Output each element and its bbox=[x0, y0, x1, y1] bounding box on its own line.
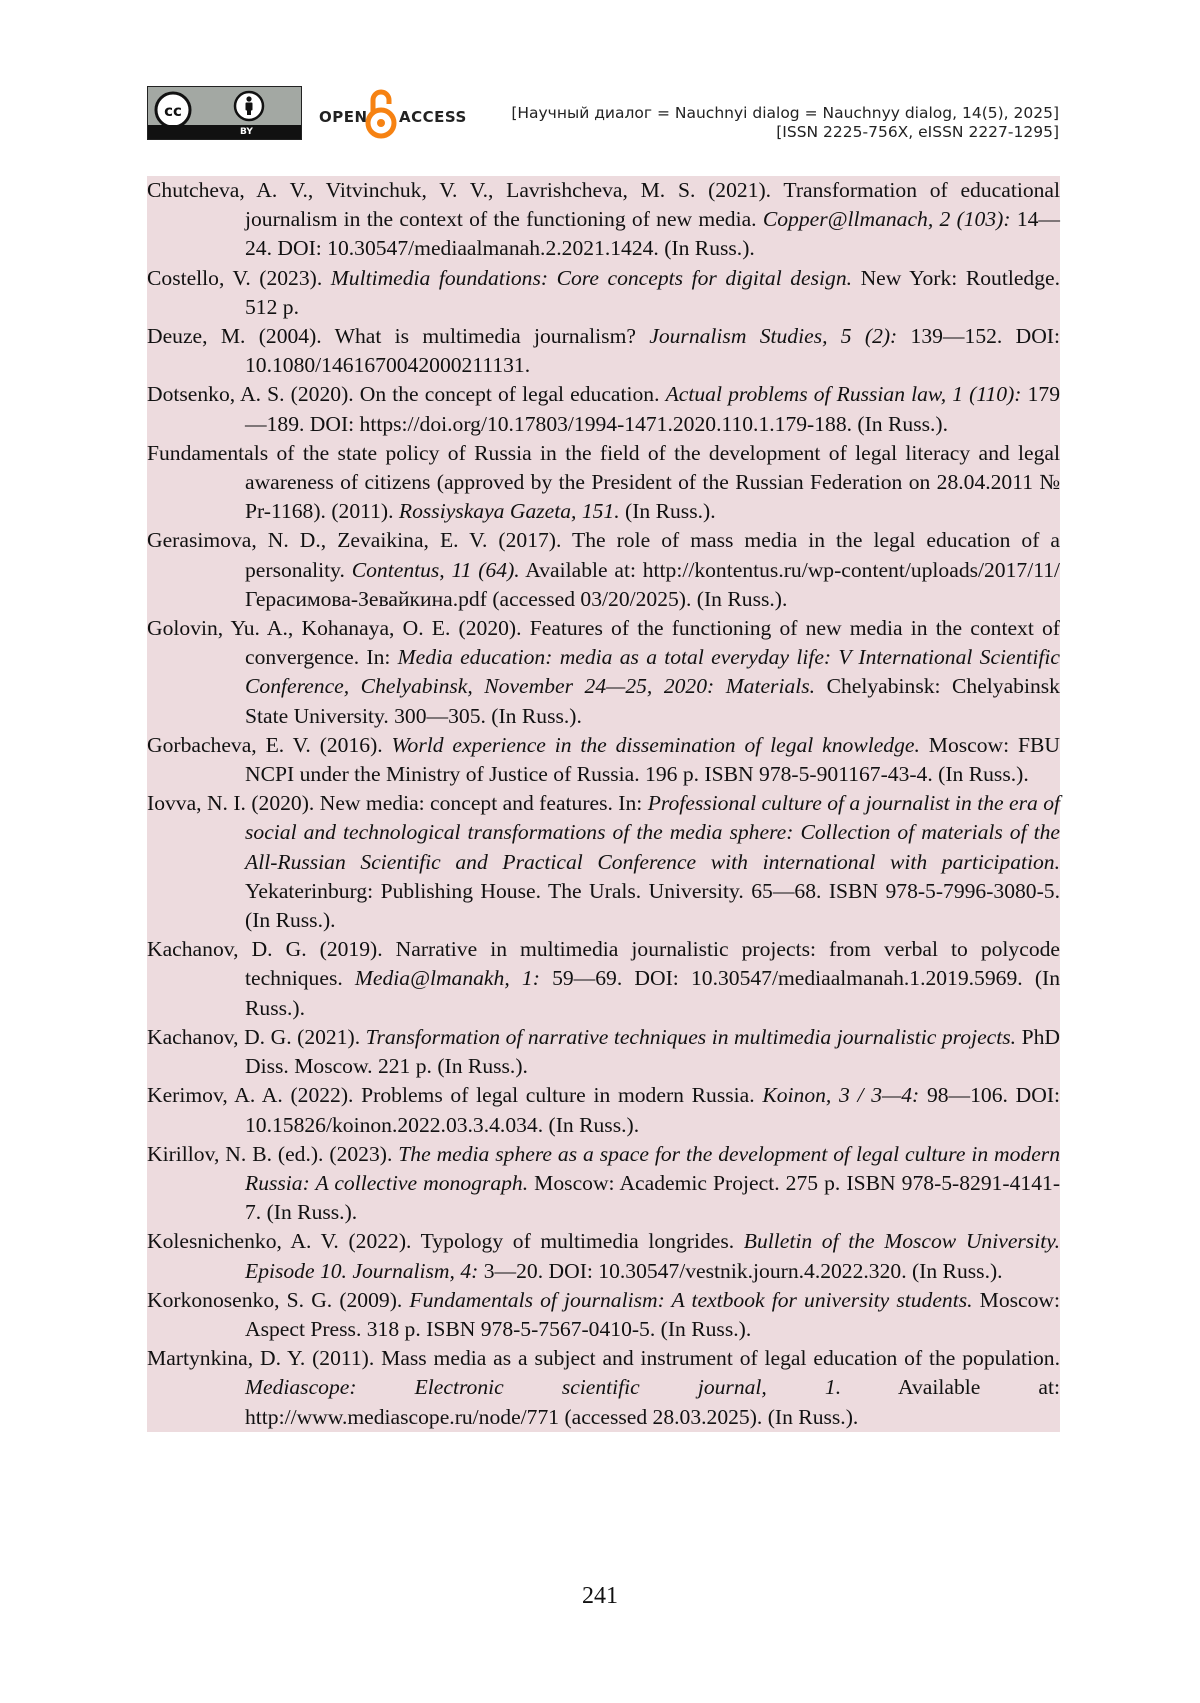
reference-source: Multimedia foundations: Core concepts for digital design. bbox=[330, 265, 853, 290]
open-access-lock-icon bbox=[364, 86, 398, 142]
reference-text: Golovin, Yu. A., Kohanaya, O. E. (2020). Features of the functioning of new media in the context of convergence. In: bbox=[147, 616, 1060, 670]
reference-source: Fundamentals of journalism: A textbook for university students. bbox=[409, 1287, 973, 1312]
reference-source: Media education: media as a total everyday life: V International Scientific Conference, Chelyabinsk, November 24—25, 2020: Materials. bbox=[245, 645, 1060, 699]
reference-source: Copper@llmanach, 2 (103): bbox=[762, 207, 1011, 232]
creative-commons-icon bbox=[154, 91, 192, 129]
cc-by-license-badge[interactable] bbox=[147, 86, 302, 140]
reference-details: Moscow: Aspect Press. 318 p. ISBN 978-5-7567-0410-5. (In Russ.). bbox=[245, 1287, 1060, 1341]
reference-entry bbox=[147, 1344, 1060, 1432]
reference-details: Yekaterinburg: Publishing House. The Urals. University. 65—68. ISBN 978-5-7996-3080-5. (In Russ.). bbox=[245, 878, 1060, 933]
reference-details: (In Russ.). bbox=[619, 499, 716, 524]
reference-entry bbox=[147, 526, 1060, 614]
reference-details: 14—24. DOI: 10.30547/mediaalmanah.2.2021.1424. (In Russ.). bbox=[245, 207, 1061, 261]
journal-citation: [Научный диалог = Nauchnyi dialog = Nauchnyy dialog, 14(5), 2025] bbox=[511, 104, 1059, 122]
reference-source: Koinon, 3 / 3—4: bbox=[762, 1083, 920, 1108]
reference-details: 179—189. DOI: https://doi.org/10.17803/1994-1471.2020.110.1.179-188. (In Russ.). bbox=[245, 382, 1060, 436]
reference-entry bbox=[147, 380, 1060, 438]
reference-text: Deuze, M. (2004). What is multimedia journalism? bbox=[147, 324, 650, 349]
reference-entry bbox=[147, 176, 1060, 264]
reference-source: Professional culture of a journalist in the era of social and technological transformations of the media sphere: Collection of materials of the All-Russian Scientific and Practical Conference with international with participation. bbox=[245, 791, 1060, 874]
journal-issn: [ISSN 2225-756X, eISSN 2227-1295] bbox=[776, 123, 1059, 141]
reference-entry bbox=[147, 1227, 1060, 1285]
reference-text: Dotsenko, A. S. (2020). On the concept of legal education. bbox=[147, 382, 666, 407]
attribution-icon bbox=[233, 90, 265, 122]
reference-details: PhD Diss. Moscow. 221 p. (In Russ.). bbox=[245, 1024, 1060, 1079]
access-label: ACCESS bbox=[399, 108, 467, 126]
reference-text: Costello, V. (2023). bbox=[147, 265, 331, 290]
reference-details: 59—69. DOI: 10.30547/mediaalmanah.1.2019.5969. (In Russ.). bbox=[245, 966, 1060, 1020]
reference-entry bbox=[147, 264, 1060, 322]
reference-details: Chelyabinsk: Chelyabinsk State University. 300—305. (In Russ.). bbox=[245, 674, 1060, 728]
reference-details: Available at: http://kontentus.ru/wp-content/uploads/2017/11/Герасимова-Зевайкина.pdf (accessed 03/20/2025). (In Russ.). bbox=[245, 557, 1060, 611]
reference-entry bbox=[147, 789, 1060, 935]
reference-details: Moscow: Academic Project. 275 p. ISBN 978-5-8291-4141-7. (In Russ.). bbox=[245, 1170, 1061, 1225]
reference-text: Kirillov, N. B. (ed.). (2023). bbox=[147, 1141, 399, 1166]
reference-text: Chutcheva, A. V., Vitvinchuk, V. V., Lavrishcheva, M. S. (2021). Transformation of educational journalism in the context of the functioning of new media. bbox=[147, 178, 1060, 232]
reference-details: 3—20. DOI: 10.30547/vestnik.journ.4.2022.320. (In Russ.). bbox=[478, 1258, 1003, 1283]
reference-details: Available at: http://www.mediascope.ru/node/771 (accessed 28.03.2025). (In Russ.). bbox=[245, 1375, 1060, 1429]
by-strip bbox=[148, 125, 301, 139]
open-label: OPEN bbox=[319, 108, 368, 126]
reference-entry bbox=[147, 1286, 1060, 1344]
reference-source: Contentus, 11 (64). bbox=[351, 557, 520, 582]
reference-details: 98—106. DOI: 10.15826/koinon.2022.03.3.4.034. (In Russ.). bbox=[245, 1083, 1061, 1137]
by-label: BY bbox=[240, 127, 253, 137]
reference-text: Kachanov, D. G. (2019). Narrative in multimedia journalistic projects: from verbal to polycode techniques. bbox=[147, 937, 1060, 991]
reference-source: Media@lmanakh, 1: bbox=[354, 966, 540, 991]
reference-source: Transformation of narrative techniques in multimedia journalistic projects. bbox=[365, 1024, 1017, 1049]
reference-source: Actual problems of Russian law, 1 (110): bbox=[665, 382, 1022, 407]
reference-source: The media sphere as a space for the development of legal culture in modern Russia: A collective monograph. bbox=[245, 1141, 1061, 1195]
reference-source: Rossiyskaya Gazeta, 151. bbox=[398, 499, 620, 524]
reference-text: Gorbacheva, E. V. (2016). bbox=[147, 732, 392, 757]
reference-text: Gerasimova, N. D., Zevaikina, E. V. (2017). The role of mass media in the legal education of a personality. bbox=[147, 528, 1060, 582]
reference-details: Moscow: FBU NCPI under the Ministry of Justice of Russia. 196 p. ISBN 978-5-901167-43-4. (In Russ.). bbox=[245, 732, 1060, 787]
reference-source: Bulletin of the Moscow University. Episode 10. Journalism, 4: bbox=[245, 1229, 1060, 1283]
reference-text: Iovva, N. I. (2020). New media: concept and features. In: bbox=[147, 791, 648, 816]
reference-entry bbox=[147, 322, 1060, 380]
reference-source: World experience in the dissemination of legal knowledge. bbox=[391, 732, 920, 757]
reference-entry bbox=[147, 1081, 1060, 1139]
reference-entry bbox=[147, 731, 1060, 789]
reference-entry bbox=[147, 439, 1060, 527]
reference-details: 139—152. DOI: 10.1080/1461670042000211131. bbox=[245, 324, 1060, 378]
journal-info bbox=[511, 104, 1059, 142]
reference-text: Kerimov, A. A. (2022). Problems of legal culture in modern Russia. bbox=[147, 1083, 763, 1108]
reference-text: Kolesnichenko, A. V. (2022). Typology of multimedia longrides. bbox=[147, 1229, 744, 1254]
reference-list bbox=[147, 176, 1060, 1432]
reference-text: Martynkina, D. Y. (2011). Mass media as a subject and instrument of legal education of the population. bbox=[147, 1346, 1060, 1371]
reference-entry bbox=[147, 1023, 1060, 1081]
svg-text:cc: cc bbox=[164, 102, 182, 120]
reference-details: New York: Routledge. 512 p. bbox=[245, 265, 1060, 319]
reference-text: Fundamentals of the state policy of Russia in the field of the development of legal literacy and legal awareness of citizens (approved by the President of the Russian Federation on 28.04.2011 № Pr-1168). (2011). bbox=[147, 440, 1060, 524]
page-number: 241 bbox=[582, 1583, 618, 1609]
reference-entry bbox=[147, 1140, 1060, 1228]
page-header bbox=[147, 86, 1059, 142]
reference-entry bbox=[147, 614, 1060, 731]
reference-entry bbox=[147, 935, 1060, 1023]
reference-source: Journalism Studies, 5 (2): bbox=[649, 324, 898, 349]
reference-source: Mediascope: Electronic scientific journal, 1. bbox=[245, 1375, 842, 1400]
reference-text: Kachanov, D. G. (2021). bbox=[147, 1024, 366, 1049]
reference-text: Korkonosenko, S. G. (2009). bbox=[147, 1287, 410, 1312]
